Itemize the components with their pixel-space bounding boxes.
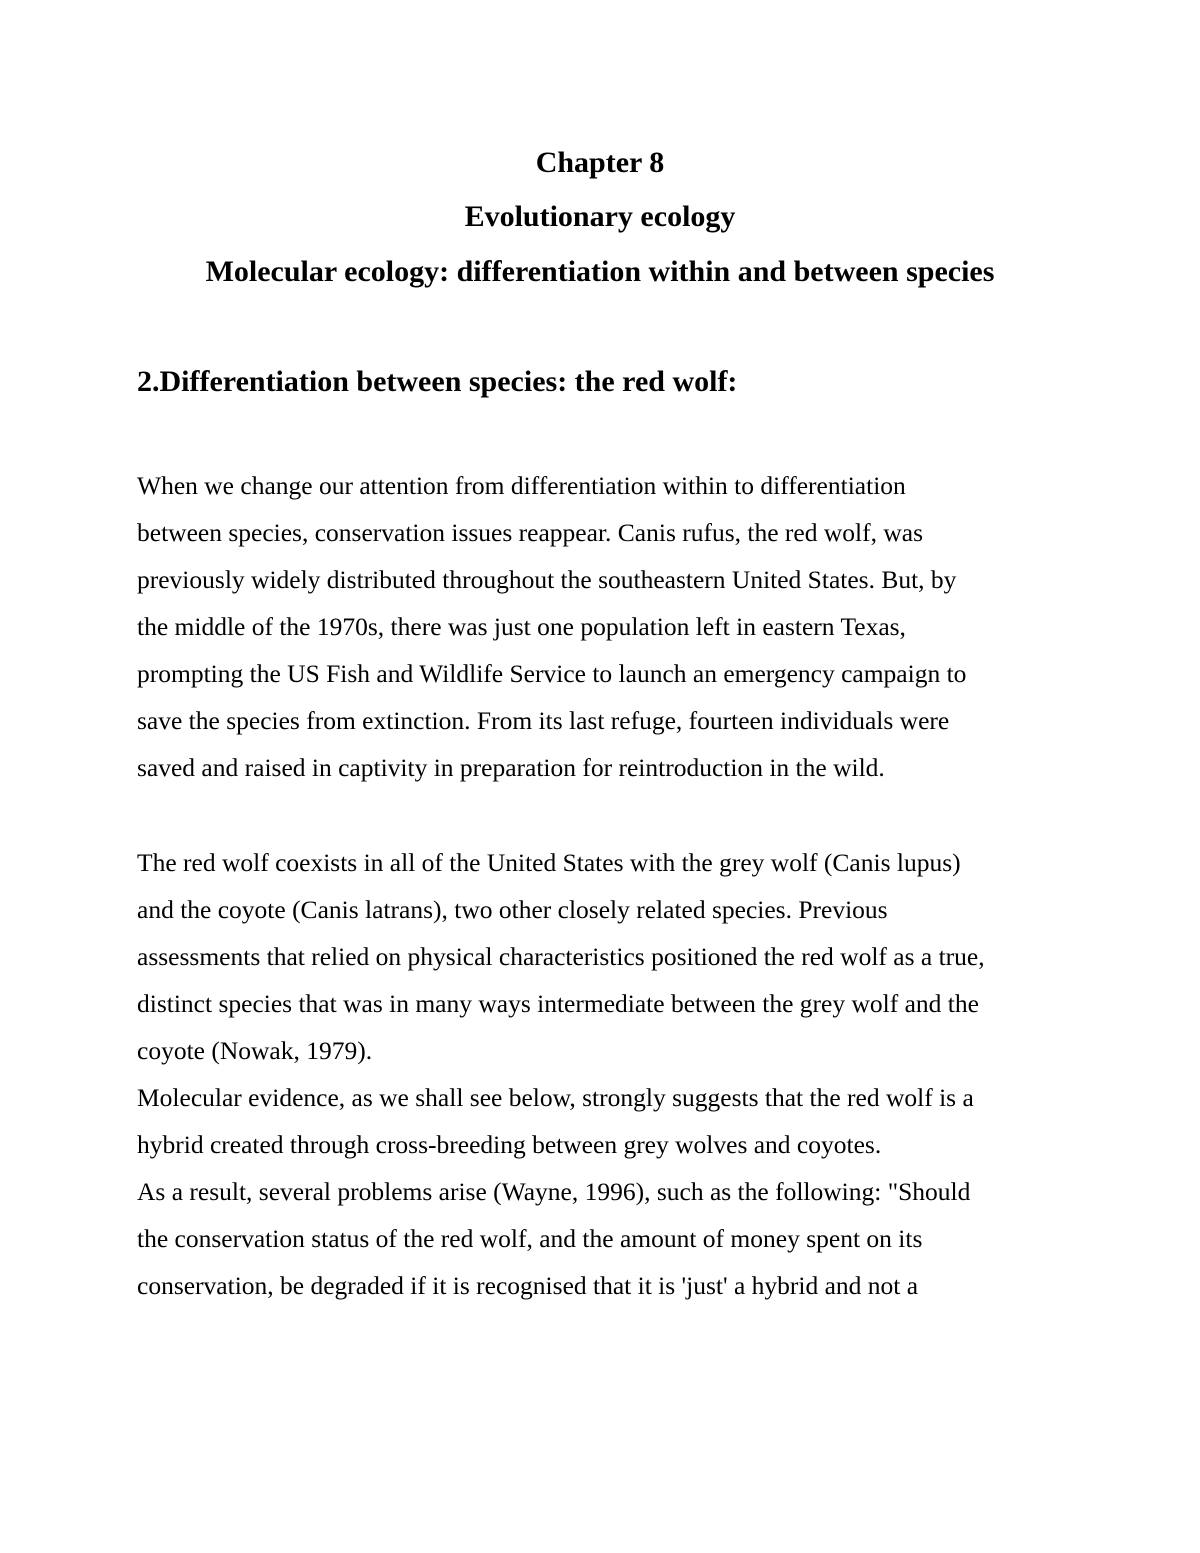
text-line: prompting the US Fish and Wildlife Service to launch an emergency campaign to	[137, 659, 967, 688]
text-line: save the species from extinction. From its last refuge, fourteen individuals were	[137, 706, 950, 735]
text-line: saved and raised in captivity in preparation for reintroduction in the wild.	[137, 753, 885, 782]
chapter-heading: Chapter 8	[535, 146, 665, 179]
text-line: assessments that relied on physical characteristics positioned the red wolf as a true,	[137, 942, 985, 971]
text-line: As a result, several problems arise (Wayne, 1996), such as the following: "Should	[137, 1177, 971, 1206]
chapter-title: Evolutionary ecology	[464, 200, 736, 233]
text-line: hybrid created through cross-breeding between grey wolves and coyotes.	[137, 1130, 882, 1159]
text-line: the middle of the 1970s, there was just one population left in eastern Texas,	[137, 612, 906, 641]
section-heading: 2.Differentiation between species: the red wolf:	[137, 365, 738, 398]
text-line: coyote (Nowak, 1979).	[137, 1036, 373, 1065]
text-line: between species, conservation issues reappear. Canis rufus, the red wolf, was	[137, 518, 924, 547]
text-line: and the coyote (Canis latrans), two other closely related species. Previous	[137, 895, 888, 924]
text-line: The red wolf coexists in all of the United States with the grey wolf (Canis lupus)	[137, 848, 961, 877]
text-line: When we change our attention from differentiation within to differentiation	[137, 471, 906, 500]
text-line: the conservation status of the red wolf, and the amount of money spent on its	[137, 1224, 923, 1253]
text-line: distinct species that was in many ways intermediate between the grey wolf and the	[137, 989, 979, 1018]
text-line: Molecular evidence, as we shall see below, strongly suggests that the red wolf is a	[137, 1083, 974, 1112]
text-line: previously widely distributed throughout the southeastern United States. But, by	[137, 565, 957, 594]
chapter-subtitle: Molecular ecology: differentiation within and between species	[205, 255, 995, 288]
text-line: conservation, be degraded if it is recognised that it is 'just' a hybrid and not a	[137, 1271, 919, 1300]
